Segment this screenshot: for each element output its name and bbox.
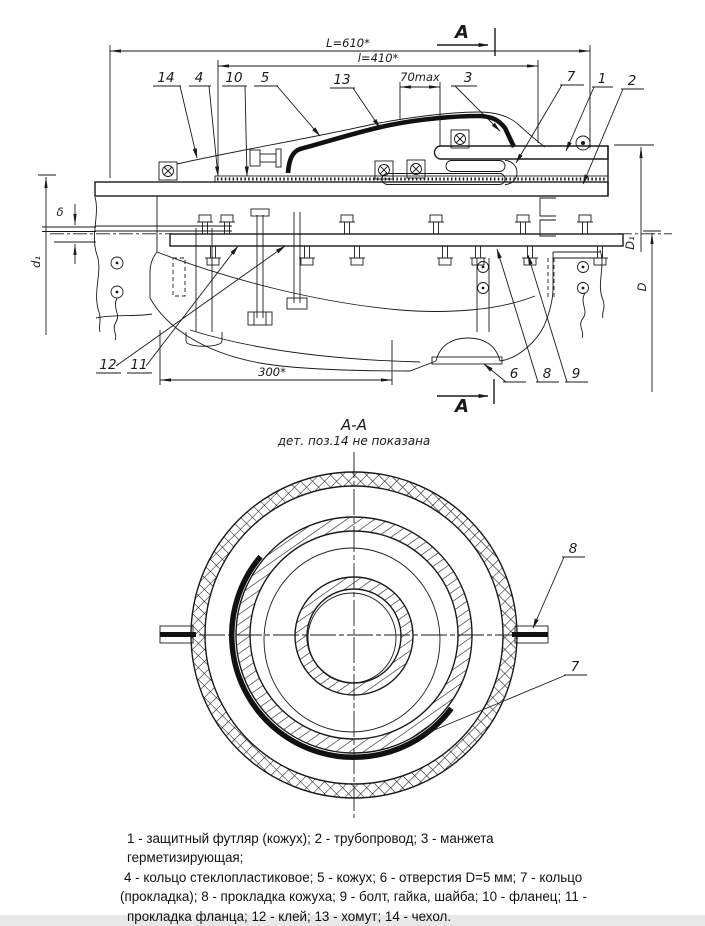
callout-9: 9 bbox=[571, 366, 581, 382]
bottom-dimensions bbox=[160, 330, 392, 385]
section-view bbox=[160, 416, 587, 818]
section-mark-bottom: А bbox=[455, 396, 469, 417]
sealing-cuff-band bbox=[288, 116, 514, 173]
section-mark-top: А bbox=[455, 22, 469, 43]
callout-11: 11 bbox=[130, 357, 148, 373]
callout-10: 10 bbox=[225, 70, 243, 86]
callout-3: 3 bbox=[463, 70, 473, 86]
protective-casing bbox=[159, 112, 608, 196]
callout-8: 8 bbox=[542, 366, 552, 382]
section-callout-8: 8 bbox=[568, 541, 578, 557]
section-title: А-А bbox=[341, 416, 367, 434]
callout-1: 1 bbox=[597, 71, 607, 87]
bottom-callouts bbox=[96, 246, 588, 382]
pipe-wall-ring-hatch bbox=[301, 583, 407, 689]
dim-l-label: l=410* bbox=[357, 51, 399, 65]
casing-lower-body bbox=[150, 196, 604, 371]
left-dimensions bbox=[29, 175, 75, 335]
gasket-ring-fold-middle bbox=[446, 161, 505, 172]
clamp-bolt-icon bbox=[407, 160, 425, 178]
pipe-break-line-right bbox=[600, 250, 604, 318]
callout-2: 2 bbox=[627, 73, 637, 89]
pipe-break-line-left bbox=[94, 197, 100, 332]
section-callout-7: 7 bbox=[570, 659, 580, 675]
cover-outline bbox=[177, 112, 545, 164]
dim-L-label: L=610* bbox=[326, 36, 370, 50]
dim-d1-label: d₁ bbox=[29, 256, 43, 268]
legend-line-2: 4 - кольцо стеклопластиковое; 5 - кожух; 6 - отверстия D=5 мм; 7 - кольцо bbox=[124, 869, 583, 885]
top-callouts bbox=[153, 69, 644, 184]
drain-holes-strip bbox=[432, 357, 502, 364]
legend-line-1: 1 - защитный футляр (кожух); 2 - трубопровод; 3 - манжета герметизирующая; bbox=[127, 831, 494, 866]
right-dimensions bbox=[614, 145, 661, 392]
callout-4: 4 bbox=[194, 70, 204, 86]
pipe-outer-surface bbox=[264, 548, 440, 732]
section-cut-bottom bbox=[437, 379, 494, 417]
callout-7: 7 bbox=[566, 69, 576, 85]
clamp-bolt-icon bbox=[159, 162, 177, 180]
legend-line-4: прокладка фланца; 12 - клей; 13 - хомут; 14 - чехол. bbox=[127, 908, 452, 924]
callout-14: 14 bbox=[157, 70, 175, 86]
callout-6: 6 bbox=[509, 366, 519, 382]
dim-delta-label: δ bbox=[56, 205, 64, 219]
flange-joint bbox=[170, 209, 623, 325]
callout-5: 5 bbox=[260, 70, 270, 86]
dim-D1-label: D₁ bbox=[623, 236, 637, 250]
legend-line-3: (прокладка); 8 - прокладка кожуха; 9 - болт, гайка, шайба; 10 - фланец; 11 - bbox=[120, 889, 587, 905]
dim-70max-label: 70max bbox=[400, 70, 440, 84]
callout-12: 12 bbox=[99, 357, 117, 373]
pipe-wall-section bbox=[95, 182, 608, 196]
drain-dome bbox=[436, 338, 500, 361]
pipe-bore bbox=[308, 593, 396, 683]
callout-13: 13 bbox=[333, 72, 351, 88]
parts-legend bbox=[120, 829, 610, 926]
dim-300-label: 300* bbox=[258, 365, 286, 379]
section-note: дет. поз.14 не показана bbox=[277, 434, 431, 448]
dim-D-label: D bbox=[635, 282, 649, 292]
top-dimensions bbox=[110, 36, 590, 178]
